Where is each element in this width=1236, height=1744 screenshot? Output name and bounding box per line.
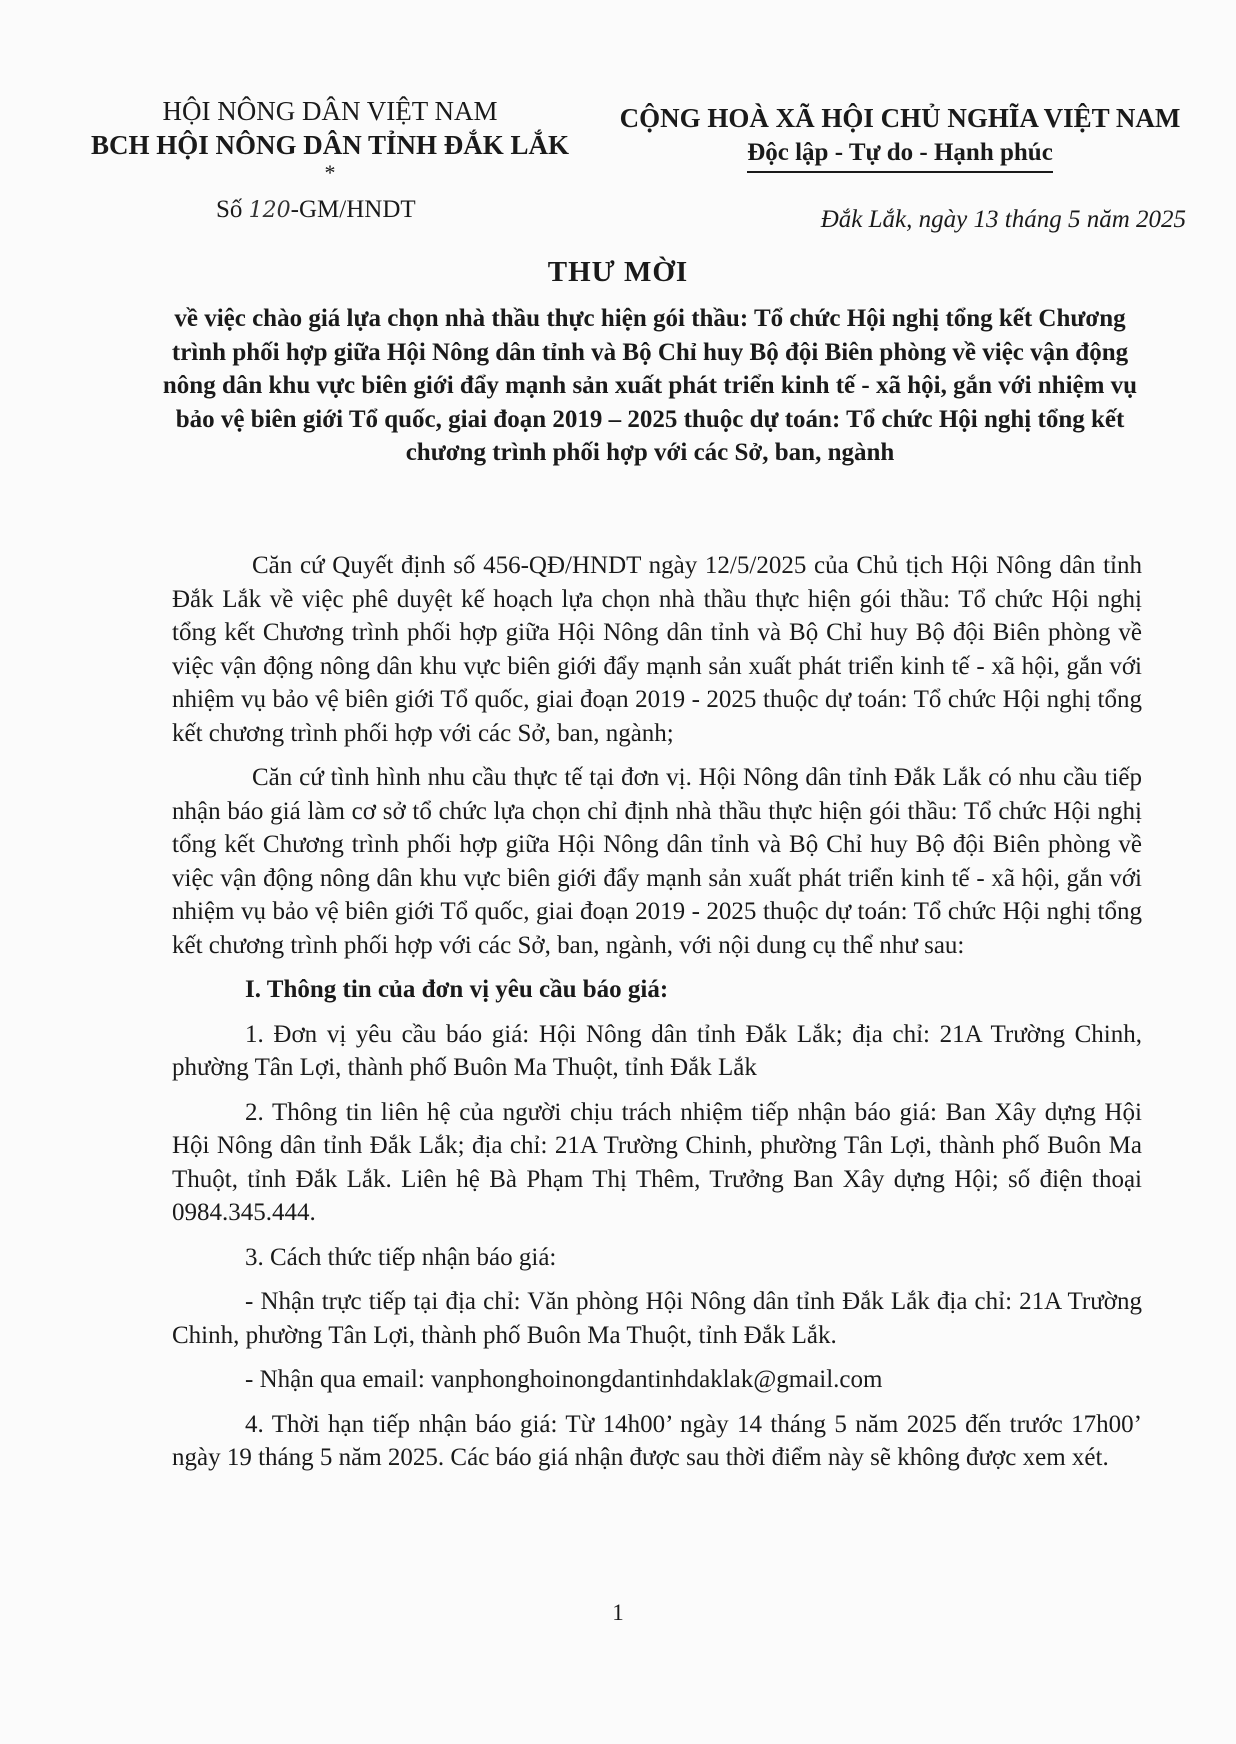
- document-title: THƯ MỜI: [547, 256, 689, 288]
- issuer-block: [75, 94, 585, 185]
- document-subject: về việc chào giá lựa chọn nhà thầu thực hiện gói thầu: Tổ chức Hội nghị tổng kết Chương trình phối hợp giữa Hội Nông dân tỉnh và Bộ Chỉ huy Bộ đội Biên phòng về việc vận động nông dân khu vực biên giới đẩy mạnh sản xuất phát triển kinh tế - xã hội, gắn với nhiệm vụ bảo vệ biên giới Tổ quốc, giai đoạn 2019 – 2025 thuộc dự toán: Tổ chức Hội nghị tổng kết chương trình phối hợp với các Sở, ban, ngành: [162, 305, 1138, 466]
- date-line: Đắk Lắk, ngày 13 tháng 5 năm 2025: [820, 206, 1186, 233]
- document-number: [216, 196, 416, 224]
- item-contact-info: 2. Thông tin liên hệ của người chịu trách nhiệm tiếp nhận báo giá: Ban Xây dựng Hội Hội Nông dân tỉnh Đắk Lắk; địa chỉ: 21A Trường Chinh, phường Tân Lợi, thành phố Buôn Ma Thuột, tỉnh Đắk Lắk. Liên hệ Bà Phạm Thị Thêm, Trưởng Ban Xây dựng Hội; số điện thoại 0984.345.444.: [172, 1098, 1142, 1226]
- nation-name: CỘNG HOÀ XÃ HỘI CHỦ NGHĨA VIỆT NAM: [619, 103, 1181, 133]
- paragraph-need: Căn cứ tình hình nhu cầu thực tế tại đơn vị. Hội Nông dân tỉnh Đắk Lắk có nhu cầu tiếp nhận báo giá làm cơ sở tổ chức lựa chọn chỉ định nhà thầu thực hiện gói thầu: Tổ chức Hội nghị tổng kết Chương trình phối hợp giữa Hội Nông dân tỉnh và Bộ Chỉ huy Bộ đội Biên phòng về việc vận động nông dân khu vực biên giới đẩy mạnh sản xuất phát triển kinh tế - xã hội, gắn với nhiệm vụ bảo vệ biên giới Tổ quốc, giai đoạn 2019 - 2025 thuộc dự toán: Tổ chức Hội nghị tổng kết chương trình phối hợp với các Sở, ban, ngành, với nội dung cụ thể như sau:: [172, 764, 1142, 959]
- item-receipt-direct: - Nhận trực tiếp tại địa chỉ: Văn phòng Hội Nông dân tỉnh Đắk Lắk địa chỉ: 21A Trường Chinh, phường Tân Lợi, thành phố Buôn Ma Thuột, tỉnh Đắk Lắk.: [172, 1288, 1142, 1349]
- national-motto: Độc lập - Tự do - Hạnh phúc: [747, 136, 1053, 173]
- doc-number-prefix: Số: [216, 196, 249, 223]
- document-body: [172, 549, 1142, 1486]
- doc-number-handwritten: 120: [248, 198, 291, 223]
- org-parent: HỘI NÔNG DÂN VIỆT NAM: [162, 96, 498, 126]
- page-number: 1: [612, 1600, 624, 1625]
- item-requesting-unit: 1. Đơn vị yêu cầu báo giá: Hội Nông dân tỉnh Đắk Lắk; địa chỉ: 21A Trường Chinh, phường Tân Lợi, thành phố Buôn Ma Thuột, tỉnh Đắk Lắk: [172, 1020, 1142, 1081]
- item-receipt-method: 3. Cách thức tiếp nhận báo giá:: [245, 1243, 557, 1271]
- section-heading: I. Thông tin của đơn vị yêu cầu báo giá:: [245, 976, 669, 1003]
- item-receipt-email: - Nhận qua email: vanphonghoinongdantinhdaklak@gmail.com: [245, 1366, 883, 1393]
- national-header: [610, 100, 1190, 173]
- paragraph-legal-basis: Căn cứ Quyết định số 456-QĐ/HNDT ngày 12/5/2025 của Chủ tịch Hội Nông dân tỉnh Đắk Lắk về việc phê duyệt kế hoạch lựa chọn nhà thầu thực hiện gói thầu: Tổ chức Hội nghị tổng kết Chương trình phối hợp giữa Hội Nông dân tỉnh và Bộ Chỉ huy Bộ đội Biên phòng về việc vận động nông dân khu vực biên giới đẩy mạnh sản xuất phát triển kinh tế - xã hội, gắn với nhiệm vụ bảo vệ biên giới Tổ quốc, giai đoạn 2019 - 2025 thuộc dự toán: Tổ chức Hội nghị tổng kết chương trình phối hợp với các Sở, ban, ngành;: [172, 552, 1142, 747]
- item-deadline: 4. Thời hạn tiếp nhận báo giá: Từ 14h00’ ngày 14 tháng 5 năm 2025 đến trước 17h00’ ngày 19 tháng 5 năm 2025. Các báo giá nhận được sau thời điểm này sẽ không được xem xét.: [172, 1410, 1142, 1471]
- star-mark: *: [324, 160, 336, 185]
- doc-number-suffix: -GM/HNDT: [290, 196, 416, 223]
- org-name: BCH HỘI NÔNG DÂN TỈNH ĐẮK LẮK: [90, 130, 570, 160]
